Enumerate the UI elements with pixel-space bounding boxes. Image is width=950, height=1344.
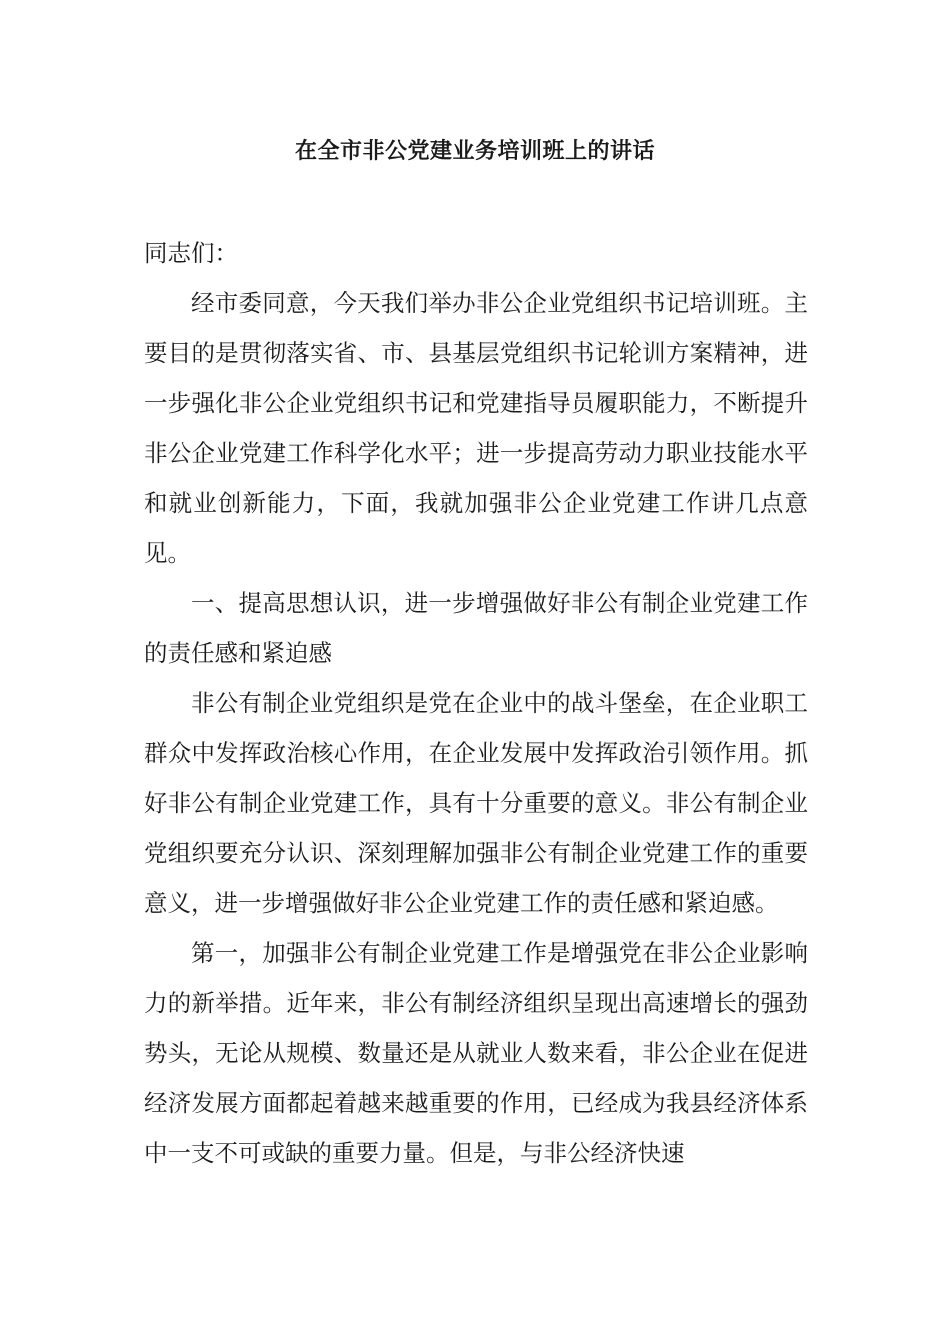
salutation: 同志们： (144, 239, 238, 267)
document-title: 在全市非公党建业务培训班上的讲话 (294, 139, 655, 164)
section-heading-1: 一、提高思想认识，进一步增强做好非公有制企业党建工作的责任感和紧迫感 (144, 589, 808, 667)
document-body (144, 228, 808, 1178)
paragraph-intro: 经市委同意，今天我们举办非公企业党组织书记培训班。主要目的是贯彻落实省、市、县基层党组织书记轮训方案精神，进一步强化非公企业党组织书记和党建指导员履职能力，不断提升非公企业党建工作科学化水平；进一步提高劳动力职业技能水平和就业创新能力，下面，我就加强非公企业党建工作讲几点意见。 (144, 289, 808, 567)
paragraph-section-1: 非公有制企业党组织是党在企业中的战斗堡垒，在企业职工群众中发挥政治核心作用，在企业发展中发挥政治引领作用。抓好非公有制企业党建工作，具有十分重要的意义。非公有制企业党组织要充分认识、深刻理解加强非公有制企业党建工作的重要意义，进一步增强做好非公企业党建工作的责任感和紧迫感。 (144, 689, 808, 917)
paragraph-point-1: 第一，加强非公有制企业党建工作是增强党在非公企业影响力的新举措。近年来，非公有制经济组织呈现出高速增长的强劲势头，无论从规模、数量还是从就业人数来看，非公企业在促进经济发展方面都起着越来越重要的作用，已经成为我县经济体系中一支不可或缺的重要力量。但是，与非公经济快速 (144, 939, 808, 1167)
